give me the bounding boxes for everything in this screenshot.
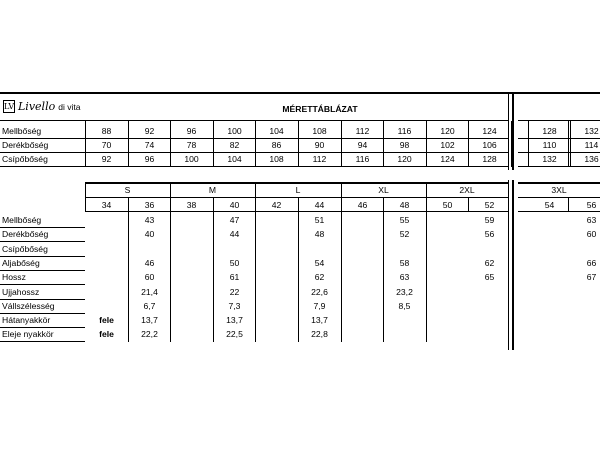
size-label: S [124,185,131,195]
cell-value: 21,4 [141,287,158,297]
cell-value: 60 [586,229,597,239]
number-col-rule [298,197,299,212]
cell-value: 44 [229,229,240,239]
body-col-rule [255,212,256,342]
cell-value: 70 [101,140,112,150]
body-col-rule [426,212,427,342]
size-number: 44 [314,200,325,210]
cell-value: 106 [482,140,497,150]
col-rule [170,121,171,167]
brand-logo [3,99,80,114]
row-label: Eleje nyakkör [2,329,54,339]
cell-value: 100 [227,126,242,136]
cell-value: 52 [399,229,410,239]
row-rule [518,138,600,139]
size-number: 40 [229,200,240,210]
size-header-rule-right [518,197,600,198]
cell-value: 67 [586,272,597,282]
header-top-rule [0,92,600,94]
cell-value: 116 [355,154,370,164]
label-rule [0,241,85,242]
cell-value: 136 [584,154,599,164]
cell-value: 92 [144,126,155,136]
number-col-rule [213,197,214,212]
logo-mark-icon: LV [4,102,15,111]
col-rule [511,121,512,167]
cell-value: 92 [101,154,112,164]
number-col-rule [468,197,469,212]
row-note: fele [99,329,114,339]
cell-value: 120 [397,154,412,164]
cell-value: 90 [314,140,325,150]
row-label: Aljabőség [2,258,40,268]
row-label: Mellbőség [2,215,42,225]
row-label: Csípőbőség [2,154,48,164]
cell-value: 23,2 [396,287,413,297]
number-col-rule [383,197,384,212]
col-rule [85,121,86,167]
cell-value: 65 [484,272,495,282]
cell-value: 78 [186,140,197,150]
cell-value: 128 [542,126,557,136]
cell-value: 120 [440,126,455,136]
size-label: M [208,185,217,195]
row-rule [0,138,508,139]
size-header-rule [85,197,508,198]
cell-value: 46 [144,258,155,268]
cell-value: 48 [314,229,325,239]
cell-value: 50 [229,258,240,268]
col-rule [570,121,571,167]
col-rule [341,121,342,167]
cell-value: 112 [312,154,327,164]
cell-value: 108 [312,126,327,136]
col-rule [426,121,427,167]
size-label: L [295,185,301,195]
cell-value: 7,3 [228,301,241,311]
cell-value: 86 [271,140,282,150]
number-col-rule [568,197,569,212]
row-label: Derékbőség [2,229,49,239]
cell-value: 63 [399,272,410,282]
cell-value: 94 [357,140,368,150]
col-rule [383,121,384,167]
cell-value: 61 [229,272,240,282]
separator [512,94,514,170]
cell-value: 112 [355,126,370,136]
cell-value: 22,5 [226,329,243,339]
number-rule-right [518,211,600,212]
cell-value: 13,7 [311,315,328,325]
size-col-rule [426,183,427,212]
cell-value: 62 [484,258,495,268]
body-col-rule [383,212,384,342]
size-number: 56 [586,200,597,210]
size-number: 50 [442,200,453,210]
cell-value: 22,6 [311,287,328,297]
row-label: Ujjahossz [2,287,40,297]
cell-value: 40 [144,229,155,239]
cell-value: 108 [269,154,284,164]
body-col-rule [298,212,299,342]
cell-value: 114 [584,140,599,150]
row-rule [518,166,600,167]
cell-value: 124 [440,154,455,164]
cell-value: 58 [399,258,410,268]
separator [512,180,514,350]
label-rule [0,341,85,342]
cell-value: 54 [314,258,325,268]
row-rule [0,152,508,153]
cell-value: 59 [484,215,495,225]
size-number: 54 [544,200,555,210]
size-number: 46 [357,200,368,210]
size-col-rule [341,183,342,212]
cell-value: 96 [186,126,197,136]
number-rule [85,211,508,212]
cell-value: 82 [229,140,240,150]
cell-value: 51 [314,215,325,225]
row-label: Derékbőség [2,140,49,150]
cell-value: 74 [144,140,155,150]
cell-value: 22,8 [311,329,328,339]
size-number: 36 [144,200,155,210]
row-note: fele [99,315,114,325]
cell-value: 104 [227,154,242,164]
size-col-rule [170,183,171,212]
row-label: Hátanyakkör [2,315,51,325]
page-title: MÉRETTÁBLÁZAT [282,104,358,114]
cell-value: 116 [397,126,412,136]
col-rule [213,121,214,167]
size-label: 3XL [551,185,567,195]
cell-value: 56 [484,229,495,239]
cell-value: 43 [144,215,155,225]
size-number: 48 [399,200,410,210]
cell-value: 47 [229,215,240,225]
size-number: 52 [484,200,495,210]
row-label: Vállszélesség [2,301,55,311]
cell-value: 98 [399,140,410,150]
cell-value: 110 [542,140,557,150]
col-rule [128,121,129,167]
cell-value: 55 [399,215,410,225]
cell-value: 88 [101,126,112,136]
size-number: 42 [271,200,282,210]
cell-value: 7,9 [313,301,326,311]
row-label: Csípőbőség [2,244,48,254]
cell-value: 100 [184,154,199,164]
size-col-rule [85,183,86,212]
cell-value: 8,5 [398,301,411,311]
header-bottom-rule [0,120,508,121]
row-label: Mellbőség [2,126,42,136]
cell-value: 128 [482,154,497,164]
col-rule [255,121,256,167]
label-rule [0,284,85,285]
row-rule [0,166,508,167]
logo-brand: Livello [18,100,56,113]
header-bottom-rule-right [518,120,600,121]
cell-value: 60 [144,272,155,282]
size-number: 38 [186,200,197,210]
cell-value: 13,7 [226,315,243,325]
body-col-rule [213,212,214,342]
cell-value: 6,7 [143,301,156,311]
size-number: 34 [101,200,112,210]
number-col-rule [128,197,129,212]
body-col-rule [341,212,342,342]
col-rule [568,121,569,167]
row-label: Hossz [2,272,26,282]
cell-value: 22,2 [141,329,158,339]
row-rule [518,152,600,153]
cell-value: 66 [586,258,597,268]
cell-value: 22 [229,287,240,297]
body-col-rule [170,212,171,342]
col-rule [298,121,299,167]
cell-value: 104 [269,126,284,136]
col-rule [528,121,529,167]
cell-value: 13,7 [141,315,158,325]
cell-value: 62 [314,272,325,282]
cell-value: 124 [482,126,497,136]
cell-value: 132 [584,126,599,136]
cell-value: 102 [440,140,455,150]
size-label: XL [378,185,389,195]
cell-value: 63 [586,215,597,225]
cell-value: 132 [542,154,557,164]
size-label: 2XL [459,185,475,195]
size-col-rule [255,183,256,212]
cell-value: 96 [144,154,155,164]
col-rule [468,121,469,167]
body-col-rule [128,212,129,342]
logo-sub: di vita [58,101,81,112]
